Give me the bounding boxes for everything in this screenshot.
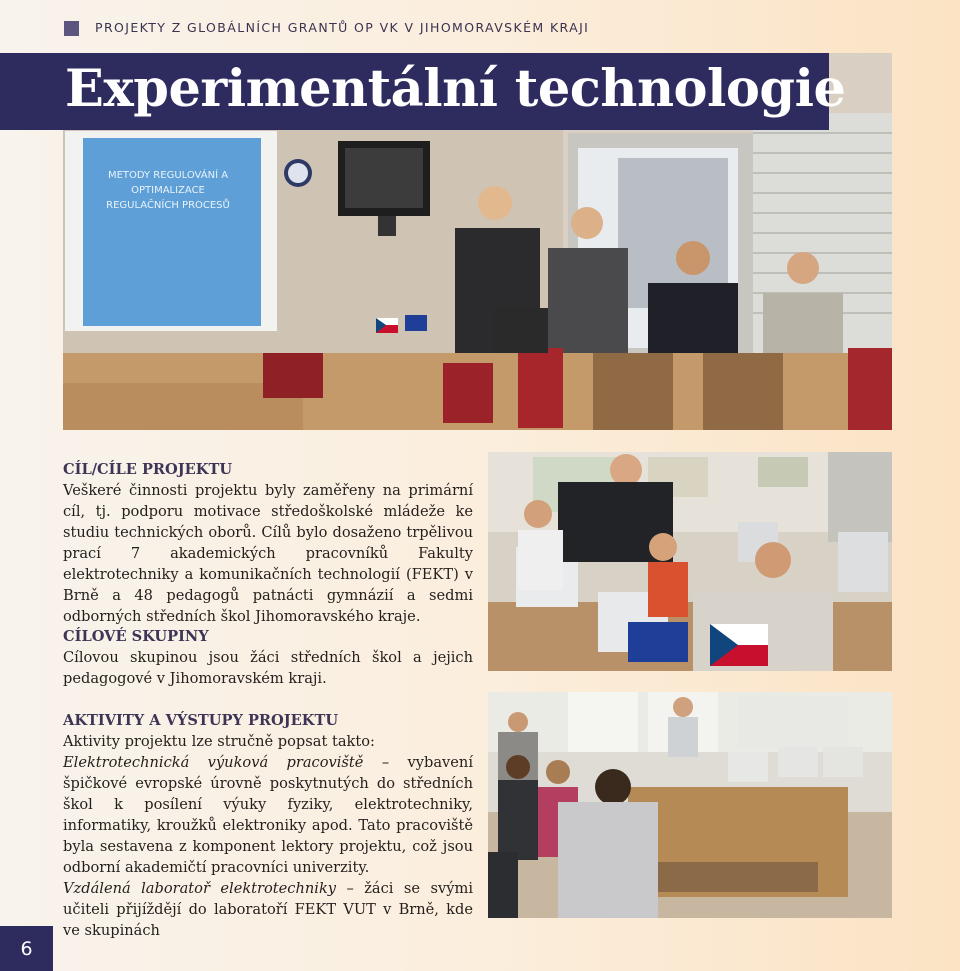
- lab-photo-students: [488, 452, 892, 671]
- activity-2-label: Vzdálená laboratoř elektrotechniky: [63, 880, 337, 897]
- section-goals: [63, 459, 473, 627]
- page-title: Experimentální technologie: [65, 59, 846, 119]
- section-heading-activities: AKTIVITY A VÝSTUPY PROJEKTU: [63, 712, 339, 729]
- running-header: PROJEKTY Z GLOBÁLNÍCH GRANTŮ OP VK V JIHOMORAVSKÉM KRAJI: [95, 20, 590, 35]
- activities-intro: Aktivity projektu lze stručně popsat takto:: [63, 733, 375, 750]
- section-heading-target-groups: CÍLOVÉ SKUPINY: [63, 628, 209, 645]
- lab-photo-workstations: [488, 692, 892, 918]
- activity-1-label: Elektrotechnická výuková pracoviště: [63, 754, 364, 771]
- section-body-activities: [63, 731, 473, 941]
- activity-2-text: – žáci se svými učiteli přijíždějí do laboratoří FEKT VUT v Brně, kde ve skupinách: [63, 880, 473, 939]
- svg-text:OPTIMALIZACE: OPTIMALIZACE: [131, 185, 205, 196]
- section-activities: [63, 710, 473, 941]
- header-marker: [64, 21, 79, 36]
- section-target-groups: [63, 626, 473, 689]
- section-body-goals: Veškeré činnosti projektu byly zaměřeny na primární cíl, tj. podporu motivace středoškolské mládeže ke studiu technických oborů. Cílů bylo dosaženo trpělivou prací 7 akademických pracovníků Fakulty elektrotechniky a komunikačních technologií (FEKT) v Brně a 48 pedagogů patnácti gymnázií a sedmi odborných středních škol Jihomoravského kraje.: [63, 482, 473, 625]
- svg-text:REGULAČNÍCH PROCESŮ: REGULAČNÍCH PROCESŮ: [106, 200, 230, 211]
- page-number: 6: [0, 926, 53, 971]
- section-heading-goals: CÍL/CÍLE PROJEKTU: [63, 461, 233, 478]
- section-body-target-groups: Cílovou skupinou jsou žáci středních škol a jejich pedagogové v Jihomoravském kraji.: [63, 649, 473, 687]
- activity-1-text: – vybavení špičkové evropské úrovně poskytnutých do středních škol k posílení výuky fyziky, elektrotechniky, informatiky, kroužků elektroniky apod. Tato pracoviště byla sestavena z komponent lektory projektu, což jsou odborní akademičtí pracovníci univerzity.: [63, 754, 473, 876]
- title-bar: [0, 53, 846, 130]
- svg-text:METODY REGULOVÁNÍ A: METODY REGULOVÁNÍ A: [107, 170, 229, 181]
